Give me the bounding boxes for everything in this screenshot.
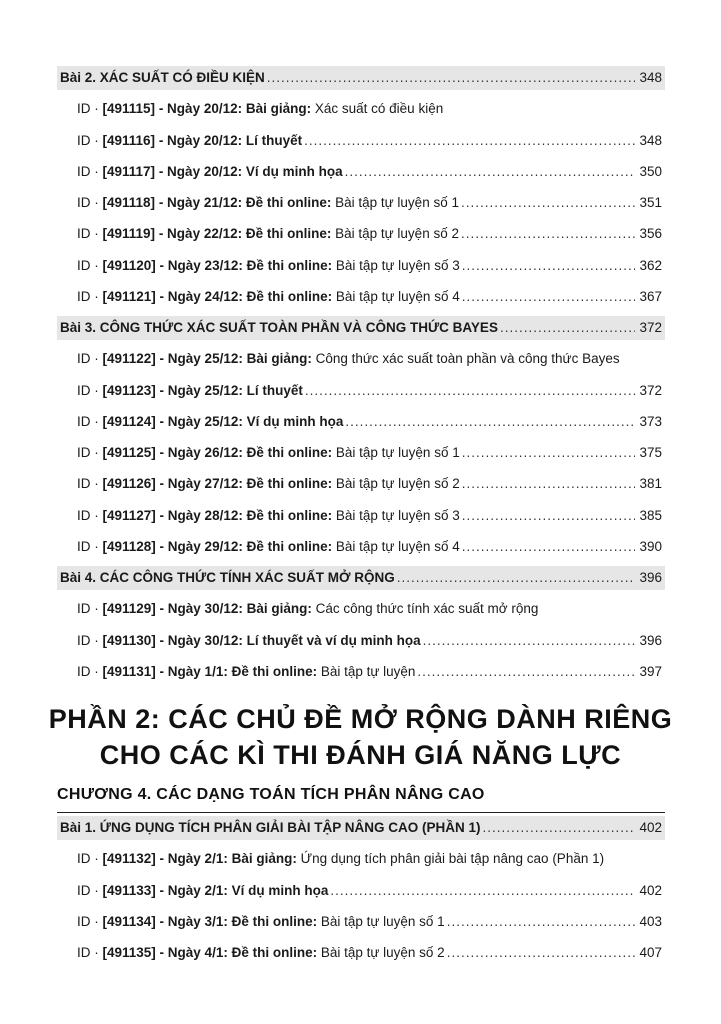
item-text — [77, 225, 459, 243]
page-number: 350 — [639, 163, 662, 179]
item-date: - Ngày 1/1: — [155, 663, 232, 679]
part-title-line-2: CHO CÁC KÌ THI ĐÁNH GIÁ NĂNG LỰC — [99, 740, 622, 770]
item-text — [77, 132, 302, 150]
toc-item-row[interactable] — [57, 410, 665, 434]
page-number: 385 — [639, 507, 662, 523]
item-title: Các công thức tính xác suất mở rộng — [311, 601, 539, 617]
toc-item-row[interactable] — [57, 285, 665, 309]
leader-dots — [305, 382, 636, 400]
toc-item-row[interactable] — [57, 160, 665, 184]
leader-dots — [462, 475, 636, 493]
page-number: 402 — [639, 820, 662, 835]
item-id: [491115] — [102, 101, 156, 117]
page-number: 407 — [639, 945, 662, 960]
leader-dots — [447, 913, 636, 931]
leader-dots — [482, 819, 635, 837]
id-prefix: ID · — [77, 507, 103, 523]
toc-item-row[interactable] — [57, 129, 665, 153]
item-kind: Lí thuyết — [245, 132, 303, 148]
leader-dots — [304, 132, 635, 150]
leader-dots — [330, 882, 635, 900]
item-id: [491134] — [102, 913, 156, 929]
page-number: 356 — [639, 226, 662, 242]
item-date: - Ngày 3/1: — [155, 913, 232, 929]
item-id: [491132] — [102, 851, 156, 867]
item-kind: Đề thi online: — [246, 507, 333, 523]
page-number: 397 — [639, 663, 662, 679]
toc-item-row[interactable] — [57, 535, 665, 559]
item-date: - Ngày 30/12: — [155, 601, 247, 617]
toc-item-row[interactable] — [57, 222, 665, 246]
item-text — [77, 600, 538, 618]
leader-dots — [397, 569, 636, 587]
toc-item-row[interactable] — [57, 254, 665, 278]
leader-dots — [461, 194, 635, 212]
toc-item-row[interactable] — [57, 441, 665, 465]
item-id: [491135] — [102, 945, 156, 960]
item-text — [77, 163, 343, 181]
item-kind: Đề thi online: — [231, 945, 318, 960]
item-id: [491123] — [102, 382, 156, 398]
toc-item-row[interactable] — [57, 597, 665, 621]
item-text — [77, 100, 443, 118]
page-number: 390 — [639, 538, 662, 554]
item-text — [77, 288, 460, 306]
item-date: - Ngày 28/12: — [155, 507, 247, 523]
item-kind: Ví dụ minh họa — [231, 882, 329, 898]
leader-dots — [447, 944, 636, 962]
item-date: - Ngày 25/12: — [155, 413, 247, 429]
item-date: - Ngày 4/1: — [155, 945, 232, 960]
leader-dots — [267, 69, 636, 87]
item-title: Bài tập tự luyện số 2 — [331, 226, 459, 242]
item-id: [491128] — [102, 538, 156, 554]
toc-item-row[interactable] — [57, 879, 665, 903]
id-prefix: ID · — [77, 257, 103, 273]
leader-dots — [500, 319, 636, 337]
toc-item-row[interactable] — [57, 504, 665, 528]
item-id: [491124] — [102, 413, 156, 429]
leader-dots — [462, 538, 636, 556]
item-date: - Ngày 20/12: — [155, 163, 246, 179]
id-prefix: ID · — [77, 351, 103, 367]
item-text — [77, 444, 460, 462]
page-number: 375 — [639, 445, 662, 460]
lesson-title: Bài 4. CÁC CÔNG THỨC TÍNH XÁC SUẤT MỞ RỘNG — [60, 570, 395, 585]
item-date: - Ngày 21/12: — [155, 195, 246, 210]
item-title: Bài tập tự luyện số 3 — [332, 507, 460, 523]
id-prefix: ID · — [77, 163, 103, 179]
item-date: - Ngày 2/1: — [155, 851, 232, 867]
page-number: 396 — [639, 632, 662, 648]
item-title: Bài tập tự luyện số 1 — [317, 913, 445, 929]
item-text — [77, 663, 415, 681]
item-kind: Đề thi online: — [246, 476, 333, 492]
page-number: 348 — [639, 70, 662, 85]
item-text — [77, 257, 460, 275]
id-prefix: ID · — [77, 476, 103, 492]
page-number: 351 — [639, 195, 662, 210]
toc-item-row[interactable] — [57, 941, 665, 965]
leader-dots — [462, 507, 636, 525]
item-id: [491122] — [102, 351, 156, 367]
item-text — [77, 350, 620, 368]
item-kind: Đề thi online: — [246, 538, 333, 554]
item-date: - Ngày 25/12: — [155, 351, 247, 367]
item-title: Bài tập tự luyện số 2 — [332, 476, 460, 492]
id-prefix: ID · — [77, 538, 103, 554]
item-text — [77, 913, 445, 931]
item-kind: Đề thi online: — [246, 445, 333, 460]
page-number: 367 — [639, 288, 662, 304]
page-number: 402 — [639, 882, 662, 898]
item-date: - Ngày 30/12: — [155, 632, 247, 648]
item-kind: Bài giảng: — [245, 101, 312, 117]
page-number: 373 — [639, 413, 662, 429]
item-title: Bài tập tự luyện — [317, 663, 416, 679]
item-kind: Bài giảng: — [231, 851, 297, 867]
item-kind: Đề thi online: — [246, 288, 333, 304]
item-kind: Lí thuyết — [246, 382, 303, 398]
page-number: 403 — [639, 913, 662, 929]
toc-item-row[interactable] — [57, 379, 665, 403]
item-id: [491120] — [102, 257, 156, 273]
item-date: - Ngày 20/12: — [155, 132, 246, 148]
id-prefix: ID · — [77, 913, 103, 929]
id-prefix: ID · — [77, 632, 103, 648]
item-kind: Đề thi online: — [246, 257, 333, 273]
item-text — [77, 475, 460, 493]
item-title: Bài tập tự luyện số 4 — [332, 538, 460, 554]
item-kind: Bài giảng: — [246, 351, 312, 367]
chapter-divider — [57, 812, 665, 813]
item-id: [491125] — [102, 445, 156, 460]
item-date: - Ngày 27/12: — [155, 476, 247, 492]
item-id: [491116] — [102, 132, 156, 148]
leader-dots — [461, 225, 635, 243]
item-kind: Ví dụ minh họa — [245, 163, 343, 179]
id-prefix: ID · — [77, 101, 103, 117]
item-title: Bài tập tự luyện số 2 — [317, 945, 445, 960]
page-number: 348 — [639, 132, 662, 148]
page-number: 381 — [639, 476, 662, 492]
page-number: 362 — [639, 257, 662, 273]
item-date: - Ngày 22/12: — [155, 226, 246, 242]
item-text — [77, 382, 303, 400]
item-kind: Ví dụ minh họa — [246, 413, 344, 429]
item-text — [77, 538, 460, 556]
leader-dots — [462, 288, 636, 306]
item-text — [77, 507, 460, 525]
id-prefix: ID · — [77, 195, 103, 210]
toc-item-row[interactable] — [57, 97, 665, 121]
item-kind: Đề thi online: — [245, 195, 332, 210]
toc-item-row[interactable] — [57, 347, 665, 371]
item-id: [491133] — [102, 882, 156, 898]
item-title: Bài tập tự luyện số 1 — [331, 195, 459, 210]
item-date: - Ngày 26/12: — [155, 445, 247, 460]
item-id: [491130] — [102, 632, 156, 648]
item-date: - Ngày 23/12: — [155, 257, 247, 273]
toc-lesson-row[interactable] — [57, 316, 665, 340]
id-prefix: ID · — [77, 132, 103, 148]
page-number: 372 — [639, 382, 662, 398]
page-number: 396 — [639, 570, 662, 585]
item-title: Ứng dụng tích phân giải bài tập nâng cao (Phần 1) — [296, 851, 605, 867]
id-prefix: ID · — [77, 882, 103, 898]
item-text — [77, 413, 343, 431]
item-id: [491127] — [102, 507, 156, 523]
toc-lesson-row[interactable] — [57, 816, 665, 840]
item-text — [77, 194, 459, 212]
id-prefix: ID · — [77, 382, 103, 398]
leader-dots — [345, 413, 635, 431]
toc-item-row[interactable] — [57, 660, 665, 684]
id-prefix: ID · — [77, 413, 103, 429]
leader-dots — [417, 663, 635, 681]
item-text — [77, 882, 328, 900]
item-id: [491119] — [102, 226, 156, 242]
id-prefix: ID · — [77, 288, 103, 304]
toc-lesson-row[interactable] — [57, 66, 665, 90]
lesson-title: Bài 3. CÔNG THỨC XÁC SUẤT TOÀN PHẦN VÀ CÔNG THỨC BAYES — [60, 320, 498, 335]
item-text — [77, 632, 421, 650]
page-number: 372 — [639, 320, 662, 335]
item-id: [491117] — [102, 163, 156, 179]
item-date: - Ngày 2/1: — [155, 882, 232, 898]
item-kind: Đề thi online: — [231, 663, 318, 679]
item-title: Bài tập tự luyện số 1 — [332, 445, 460, 460]
toc-item-row[interactable] — [57, 847, 665, 871]
item-title: Công thức xác suất toàn phần và công thức Bayes — [311, 351, 620, 367]
item-title: Xác suất có điều kiện — [311, 101, 444, 117]
lesson-title: Bài 1. ỨNG DỤNG TÍCH PHÂN GIẢI BÀI TẬP NÂNG CAO (PHẦN 1) — [60, 820, 481, 835]
toc-item-row[interactable] — [57, 910, 665, 934]
item-kind: Đề thi online: — [231, 913, 318, 929]
item-text — [77, 944, 445, 962]
item-kind: Lí thuyết và ví dụ minh họa — [246, 632, 421, 648]
id-prefix: ID · — [77, 663, 103, 679]
chapter-title: CHƯƠNG 4. CÁC DẠNG TOÁN TÍCH PHÂN NÂNG CAO — [57, 786, 485, 803]
item-id: [491118] — [102, 195, 156, 210]
item-date: - Ngày 24/12: — [155, 288, 247, 304]
item-id: [491131] — [102, 663, 156, 679]
id-prefix: ID · — [77, 945, 103, 960]
item-kind: Đề thi online: — [245, 226, 332, 242]
item-kind: Bài giảng: — [246, 601, 312, 617]
toc-item-row[interactable] — [57, 191, 665, 215]
leader-dots — [423, 632, 636, 650]
item-title: Bài tập tự luyện số 3 — [332, 257, 460, 273]
toc-lesson-row[interactable] — [57, 566, 665, 590]
id-prefix: ID · — [77, 851, 103, 867]
leader-dots — [462, 444, 636, 462]
lesson-title: Bài 2. XÁC SUẤT CÓ ĐIỀU KIỆN — [60, 70, 265, 85]
item-id: [491129] — [102, 601, 156, 617]
item-id: [491121] — [102, 288, 156, 304]
item-title: Bài tập tự luyện số 4 — [332, 288, 460, 304]
item-date: - Ngày 29/12: — [155, 538, 247, 554]
part-title-line-1: PHẦN 2: CÁC CHỦ ĐỀ MỞ RỘNG DÀNH RIÊNG — [48, 704, 673, 734]
item-text — [77, 850, 604, 868]
toc-item-row[interactable] — [57, 472, 665, 496]
id-prefix: ID · — [77, 601, 103, 617]
item-date: - Ngày 25/12: — [155, 382, 247, 398]
item-id: [491126] — [102, 476, 156, 492]
leader-dots — [462, 257, 636, 275]
toc-item-row[interactable] — [57, 629, 665, 653]
id-prefix: ID · — [77, 445, 103, 460]
leader-dots — [345, 163, 636, 181]
item-date: - Ngày 20/12: — [155, 101, 246, 117]
id-prefix: ID · — [77, 226, 103, 242]
